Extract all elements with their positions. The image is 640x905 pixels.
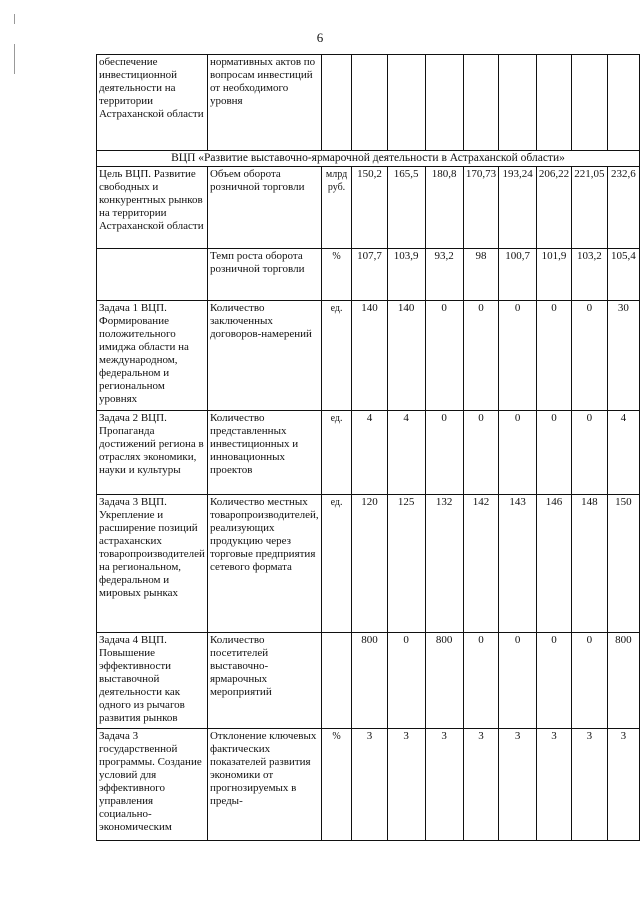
indicator-cell: Количество представленных инвестиционных и инновационных проектов	[207, 411, 321, 495]
value-cell	[463, 55, 499, 151]
value-cell: 0	[536, 301, 571, 411]
table-row	[97, 729, 640, 841]
value-cell: 0	[572, 301, 608, 411]
value-cell: 165,5	[387, 167, 425, 249]
value-cell: 0	[425, 411, 463, 495]
value-cell: 3	[499, 729, 536, 841]
value-cell	[607, 55, 639, 151]
value-cell: 180,8	[425, 167, 463, 249]
value-cell: 146	[536, 495, 571, 633]
value-cell: 143	[499, 495, 536, 633]
value-cell: 103,2	[572, 249, 608, 301]
unit-cell: ед.	[321, 411, 352, 495]
indicator-cell: Количество местных товаропроизводителей, реализующих продукцию через торговые предприятия сетевого формата	[207, 495, 321, 633]
value-cell: 800	[352, 633, 387, 729]
value-cell: 0	[463, 633, 499, 729]
indicator-cell: Количество заключенных договоров-намерений	[207, 301, 321, 411]
unit-cell: ед.	[321, 495, 352, 633]
value-cell	[536, 55, 571, 151]
value-cell: 142	[463, 495, 499, 633]
value-cell: 4	[352, 411, 387, 495]
indicator-cell: Количество посетителей выставочно-ярмарочных мероприятий	[207, 633, 321, 729]
value-cell: 30	[607, 301, 639, 411]
goal-cell: Задача 3 государственной программы. Создание условий для эффективного управления социально-экономическим	[97, 729, 208, 841]
value-cell: 100,7	[499, 249, 536, 301]
table-row	[97, 633, 640, 729]
value-cell: 3	[463, 729, 499, 841]
value-cell: 3	[387, 729, 425, 841]
value-cell: 800	[425, 633, 463, 729]
value-cell: 0	[425, 301, 463, 411]
page-number: 6	[316, 30, 324, 45]
value-cell: 101,9	[536, 249, 571, 301]
unit-cell	[321, 55, 352, 151]
value-cell: 3	[607, 729, 639, 841]
indicator-cell: Объем оборота розничной торговли	[207, 167, 321, 249]
indicator-cell: нормативных актов по вопросам инвестиций от необходимого уровня	[207, 55, 321, 151]
value-cell: 800	[607, 633, 639, 729]
section-row	[97, 151, 640, 167]
value-cell: 0	[463, 301, 499, 411]
value-cell: 0	[572, 633, 608, 729]
value-cell: 0	[387, 633, 425, 729]
value-cell: 0	[499, 411, 536, 495]
value-cell	[387, 55, 425, 151]
value-cell	[499, 55, 536, 151]
unit-cell: ед.	[321, 301, 352, 411]
value-cell	[572, 55, 608, 151]
value-cell: 93,2	[425, 249, 463, 301]
goal-cell: обеспечение инвестиционной деятельности на территории Астраханской области	[97, 55, 208, 151]
value-cell: 148	[572, 495, 608, 633]
value-cell: 193,24	[499, 167, 536, 249]
unit-cell	[321, 633, 352, 729]
goal-cell: Задача 1 ВЦП. Формирование положительного имиджа области на международном, федеральном и региональном уровнях	[97, 301, 208, 411]
value-cell: 140	[352, 301, 387, 411]
value-cell: 3	[536, 729, 571, 841]
value-cell: 4	[607, 411, 639, 495]
value-cell: 0	[463, 411, 499, 495]
goal-cell: Задача 2 ВЦП. Пропаганда достижений региона в отраслях экономики, науки и культуры	[97, 411, 208, 495]
value-cell: 0	[499, 633, 536, 729]
unit-cell: млрд руб.	[321, 167, 352, 249]
value-cell: 150,2	[352, 167, 387, 249]
goal-cell: Задача 3 ВЦП. Укрепление и расширение позиций астраханских товаропроизводителей на региональном, федеральном и мировых рынках	[97, 495, 208, 633]
value-cell: 170,73	[463, 167, 499, 249]
table-row	[97, 301, 640, 411]
table-row	[97, 249, 640, 301]
value-cell: 206,22	[536, 167, 571, 249]
table-row	[97, 167, 640, 249]
value-cell: 0	[536, 411, 571, 495]
scan-mark	[14, 14, 15, 24]
value-cell: 221,05	[572, 167, 608, 249]
indicator-cell: Темп роста оборота розничной торговли	[207, 249, 321, 301]
value-cell: 105,4	[607, 249, 639, 301]
value-cell: 0	[536, 633, 571, 729]
value-cell: 4	[387, 411, 425, 495]
value-cell: 140	[387, 301, 425, 411]
goal-cell: Цель ВЦП. Развитие свободных и конкурентных рынков на территории Астраханской области	[97, 167, 208, 249]
indicator-cell: Отклонение ключевых фактических показателей развития экономики от прогнозируемых в преды-	[207, 729, 321, 841]
indicator-table	[96, 54, 640, 841]
value-cell: 150	[607, 495, 639, 633]
table-row	[97, 411, 640, 495]
value-cell: 98	[463, 249, 499, 301]
table-row	[97, 55, 640, 151]
value-cell: 132	[425, 495, 463, 633]
section-title: ВЦП «Развитие выставочно-ярмарочной деятельности в Астраханской области»	[97, 151, 640, 167]
value-cell: 3	[572, 729, 608, 841]
value-cell: 3	[352, 729, 387, 841]
unit-cell: %	[321, 249, 352, 301]
value-cell: 3	[425, 729, 463, 841]
value-cell: 232,6	[607, 167, 639, 249]
value-cell: 0	[499, 301, 536, 411]
value-cell: 0	[572, 411, 608, 495]
table-row	[97, 495, 640, 633]
value-cell	[352, 55, 387, 151]
goal-cell	[97, 249, 208, 301]
value-cell	[425, 55, 463, 151]
value-cell: 125	[387, 495, 425, 633]
value-cell: 120	[352, 495, 387, 633]
value-cell: 103,9	[387, 249, 425, 301]
value-cell: 107,7	[352, 249, 387, 301]
goal-cell: Задача 4 ВЦП. Повышение эффективности выставочной деятельности как одного из рычагов развития рынков	[97, 633, 208, 729]
scan-mark	[14, 44, 15, 74]
unit-cell: %	[321, 729, 352, 841]
